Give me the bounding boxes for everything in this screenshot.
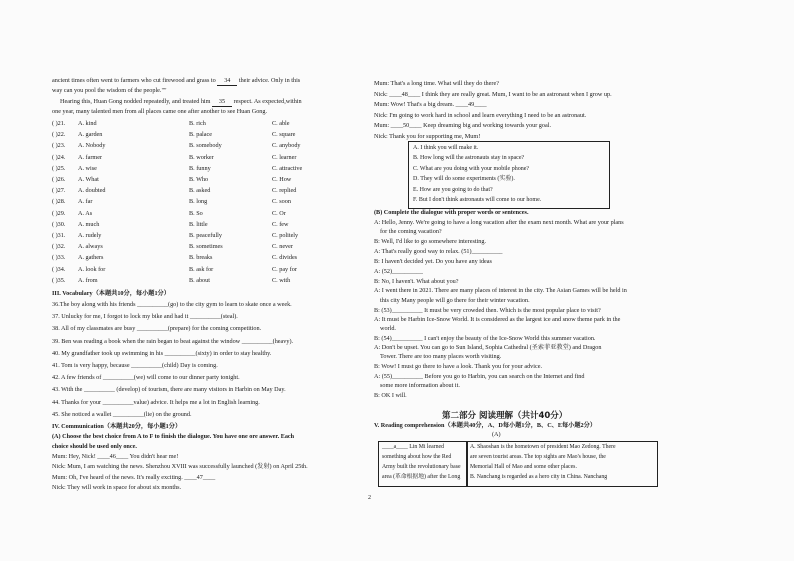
choice-c: C. few xyxy=(272,220,289,228)
choice-a: A. gathers xyxy=(78,254,104,262)
question-number: ( )35. xyxy=(52,276,66,284)
choice-a: A. doubted xyxy=(78,187,106,195)
dialogue-line: Tower. There are too many places worth visiting. xyxy=(380,353,502,360)
dialogue-line: Nick: ____48____ I think they are really great. Mum, I want to be an astronaut when I grow up. xyxy=(374,90,612,98)
choice-a: A. kind xyxy=(78,120,97,127)
choice-b: B. worker xyxy=(189,153,214,161)
dialogue-line: for the coming vacation? xyxy=(380,228,442,235)
dialogue-line: A: (55)__________ Before you go to Harbin, you can search on the Internet and find xyxy=(374,373,585,380)
choice-b: B. rich xyxy=(189,120,206,127)
reading-text: A. Shaoshan is the hometown of president Mao Zedong. There xyxy=(470,444,616,450)
question-number: ( )29. xyxy=(52,209,66,217)
part2-title: 第二部分 阅读理解（共计40分） xyxy=(442,411,568,421)
choice-b: B. funny xyxy=(189,164,211,172)
choice-c: C. How xyxy=(272,176,292,183)
dialogue-line: Mum: Hey, Nick! ____46____ You didn't hear me! xyxy=(52,453,179,460)
choice-c: C. politely xyxy=(272,232,299,239)
choice-a: A. As xyxy=(78,209,93,217)
choice-a: A. look for xyxy=(78,265,106,273)
choice-c: C. attractive xyxy=(272,164,303,172)
vocab-item: 40. My grandfather took up swimming in his __________(sixty) in order to stay healthy. xyxy=(52,349,272,357)
dialogue-line: A: Don't be upset. You can go to Sun Island, Sophia Cathedral (圣索菲亚教堂) and Dragon xyxy=(374,344,602,351)
choice-a: A. far xyxy=(78,198,93,206)
choice-c: C. soon xyxy=(272,198,291,206)
question-number: ( )23. xyxy=(52,142,66,150)
dialogue-line: B: (54)__________ I can't enjoy the beauty of the Ice-Snow World this summer vacation. xyxy=(374,335,596,342)
choice-b: B. asked xyxy=(189,187,211,195)
dialogue-line: Mum: Wow! That's a big dream. ____49____ xyxy=(374,101,487,109)
reading-text: ____a____ Lin Mi learned xyxy=(382,444,444,450)
vocab-item: 41. Tom is very happy, because __________(child) Day is coming. xyxy=(52,362,218,369)
reading-text: area (革命根据地) after the Long xyxy=(382,474,461,480)
dialogue-line: Nick: They will work in space for about six months. xyxy=(52,484,182,492)
dialogue-line: Nick: Thank you for supporting me, Mum! xyxy=(374,133,481,140)
option-item: E. How are you going to do that? xyxy=(413,186,493,193)
question-number: ( )22. xyxy=(52,131,66,139)
instruction-line: (A) Choose the best choice from A to F to finish the dialogue. You have one ore answer. Each xyxy=(52,433,295,440)
choice-b: B. ask for xyxy=(189,265,214,273)
choice-b: B. So xyxy=(189,209,203,217)
vocab-item: 45. She noticed a wallet __________(lie) on the ground. xyxy=(52,410,192,418)
options-box xyxy=(408,141,610,209)
dialogue-line: Mum: ____50____ Keep dreaming big and working towards your goal. xyxy=(374,122,552,130)
choice-b: B. breaks xyxy=(189,254,213,262)
dialogue-line: A: It must be Harbin Ice-Snow World. It is considered as the largest ice and snow theme park in the xyxy=(374,316,621,323)
dialogue-line: B: Well, I'd like to go somewhere interesting. xyxy=(374,238,487,245)
vocab-item: 37. Unlucky for me, I forgot to lock my bike and had it __________(steal). xyxy=(52,313,238,321)
dialogue-line: B: (53)__________ It must be very crowded then. Which is the most popular place to visit? xyxy=(374,307,601,314)
reading-text: Memorial Hall of Mao and some other places. xyxy=(470,464,577,470)
dialogue-line: B: I haven't decided yet. Do you have any ideas xyxy=(374,258,492,265)
choice-b: B. palace xyxy=(189,131,213,139)
passage-line: way can you pool the wisdom of the people."" xyxy=(52,87,167,94)
blank-34: 34 xyxy=(217,77,237,86)
dialogue-line: Mum: That's a long time. What will they do there? xyxy=(374,80,499,87)
choice-a: A. Nobody xyxy=(78,142,106,150)
choice-b: B. sometimes xyxy=(189,243,223,251)
dialogue-line: Mum: Oh, I've heard of the news. It's really exciting. ____47____ xyxy=(52,473,216,481)
reading-text: are seven tourist areas. The top sights are Mao's house, the xyxy=(470,454,606,460)
reading-text: something about how the Red xyxy=(382,454,452,460)
dialogue-line: A: I went there in 2021. There are many places of interest in the city. The Asian Games will be held in xyxy=(374,287,627,294)
choice-b: B. long xyxy=(189,198,208,206)
option-item: B. How long will the astronauts stay in space? xyxy=(413,155,525,162)
choice-a: A. garden xyxy=(78,131,103,139)
vocab-item: 43. With the __________ (develop) of tourism, there are many visitors in Harbin on May Day. xyxy=(52,386,286,394)
dialogue-line: B: No, I haven't. What about you? xyxy=(374,278,459,285)
passage-line: Hearing this, Huan Gong nodded repeatedly, and treated him 35 respect. As expected,within xyxy=(60,98,302,105)
question-number: ( )26. xyxy=(52,176,66,183)
question-number: ( )27. xyxy=(52,187,66,195)
question-number: ( )31. xyxy=(52,232,66,239)
choice-c: C. with xyxy=(272,276,291,284)
reading-cell-right xyxy=(466,441,658,487)
passage-line: ancient times often went to farmers who cut firewood and grass to 34 their advice. Only in this xyxy=(52,77,301,84)
choice-a: A. rudely xyxy=(78,232,102,239)
option-item: F. But I don't think astronauts will come to our home. xyxy=(413,197,542,203)
choice-c: C. never xyxy=(272,243,293,251)
dialogue-line: (B) Complete the dialogue with proper words or sentences. xyxy=(374,209,529,216)
reading-a-label: (A) xyxy=(492,431,501,438)
dialogue-line: B: Wow! I must go there to have a look. Thank you for your advice. xyxy=(374,363,543,370)
choice-a: A. always xyxy=(78,243,103,251)
choice-c: C. replied xyxy=(272,187,297,195)
vocab-item: 36.The boy along with his friends __________(go) to the city gym to learn to skate once a week. xyxy=(52,301,292,308)
vocab-item: 38. All of my classmates are busy __________(prepare) for the coming competition. xyxy=(52,325,262,333)
question-number: ( )28. xyxy=(52,198,66,206)
choice-b: B. Who xyxy=(189,176,209,183)
choice-c: C. pay for xyxy=(272,265,297,273)
reading-title: V. Reading comprehension（本题共40分，A、D每小题1分，B、C、E每小题2分） xyxy=(374,422,597,429)
choice-a: A. much xyxy=(78,220,100,228)
choice-c: C. divides xyxy=(272,254,298,262)
question-number: ( )32. xyxy=(52,243,66,251)
vocab-title: III. Vocabulary（本题共10分，每小题1分） xyxy=(52,290,170,297)
choice-c: C. Or xyxy=(272,209,286,217)
blank-35: 35 xyxy=(212,98,232,107)
question-number: ( )30. xyxy=(52,220,66,228)
option-item: A. I think you will make it. xyxy=(413,145,479,151)
dialogue-line: B: OK I will. xyxy=(374,392,407,399)
choice-c: C. learner xyxy=(272,153,297,161)
choice-b: B. little xyxy=(189,220,208,228)
reading-text: B. Nanchang is regarded as a hero city in China. Nanchang xyxy=(470,474,608,480)
dialogue-line: A: That's really good way to relax. (51)__________ xyxy=(374,248,503,255)
question-number: ( )25. xyxy=(52,164,66,172)
reading-text: Army built the revolutionary base xyxy=(382,464,461,470)
dialogue-line: A: Hello, Jenny. We're going to have a long vacation after the exam next month. What are your plans xyxy=(374,219,624,226)
dialogue-line: this city Many people will go there for their winter vacation. xyxy=(380,297,530,304)
dialogue-line: Nick: Mum, I am watching the news. Shenzhou XVIII was successfully launched (发射) on April 25th. xyxy=(52,463,308,471)
dialogue-line: some more information about it. xyxy=(380,382,460,389)
question-number: ( )33. xyxy=(52,254,66,262)
question-number: ( )21. xyxy=(52,120,66,127)
question-number: ( )34. xyxy=(52,265,66,273)
vocab-item: 42. A few friends of __________(we) will come to our dinner party tonight. xyxy=(52,374,240,382)
dialogue-line: Nick: I'm going to work hard in school and learn everything I need to be an astronaut. xyxy=(374,111,587,119)
option-item: D. They will do some experiments (实验). xyxy=(413,176,515,183)
page-number: 2 xyxy=(368,495,371,501)
passage-line: one year, many talented men from all places came one after another to see Huan Gong. xyxy=(52,108,268,115)
choice-b: B. peacefully xyxy=(189,232,222,239)
vocab-item: 39. Ben was reading a book when the rain began to beat against the window __________(heavy). xyxy=(52,337,294,345)
dialogue-line: A: (52)__________ xyxy=(374,268,423,275)
communication-title: IV. Communication（本题共20分，每小题1分） xyxy=(52,423,182,430)
choice-c: C. square xyxy=(272,131,296,139)
instruction-line: choice should be used only once. xyxy=(52,443,137,450)
reading-cell-left xyxy=(378,441,468,487)
choice-a: A. farmer xyxy=(78,153,103,161)
choice-a: A. from xyxy=(78,276,98,284)
choice-c: C. anybody xyxy=(272,142,301,150)
question-number: ( )24. xyxy=(52,153,66,161)
vocab-item: 44. Thanks for your __________value) advice. It helps me a lot in English learning. xyxy=(52,398,260,406)
choice-a: A. What xyxy=(78,176,99,183)
choice-a: A. wise xyxy=(78,164,97,172)
choice-c: C. able xyxy=(272,120,290,127)
choice-b: B. about xyxy=(189,276,210,284)
choice-b: B. somebody xyxy=(189,142,222,150)
option-item: C. What are you doing with your mobile phone? xyxy=(413,165,530,172)
dialogue-line: world. xyxy=(380,325,396,332)
